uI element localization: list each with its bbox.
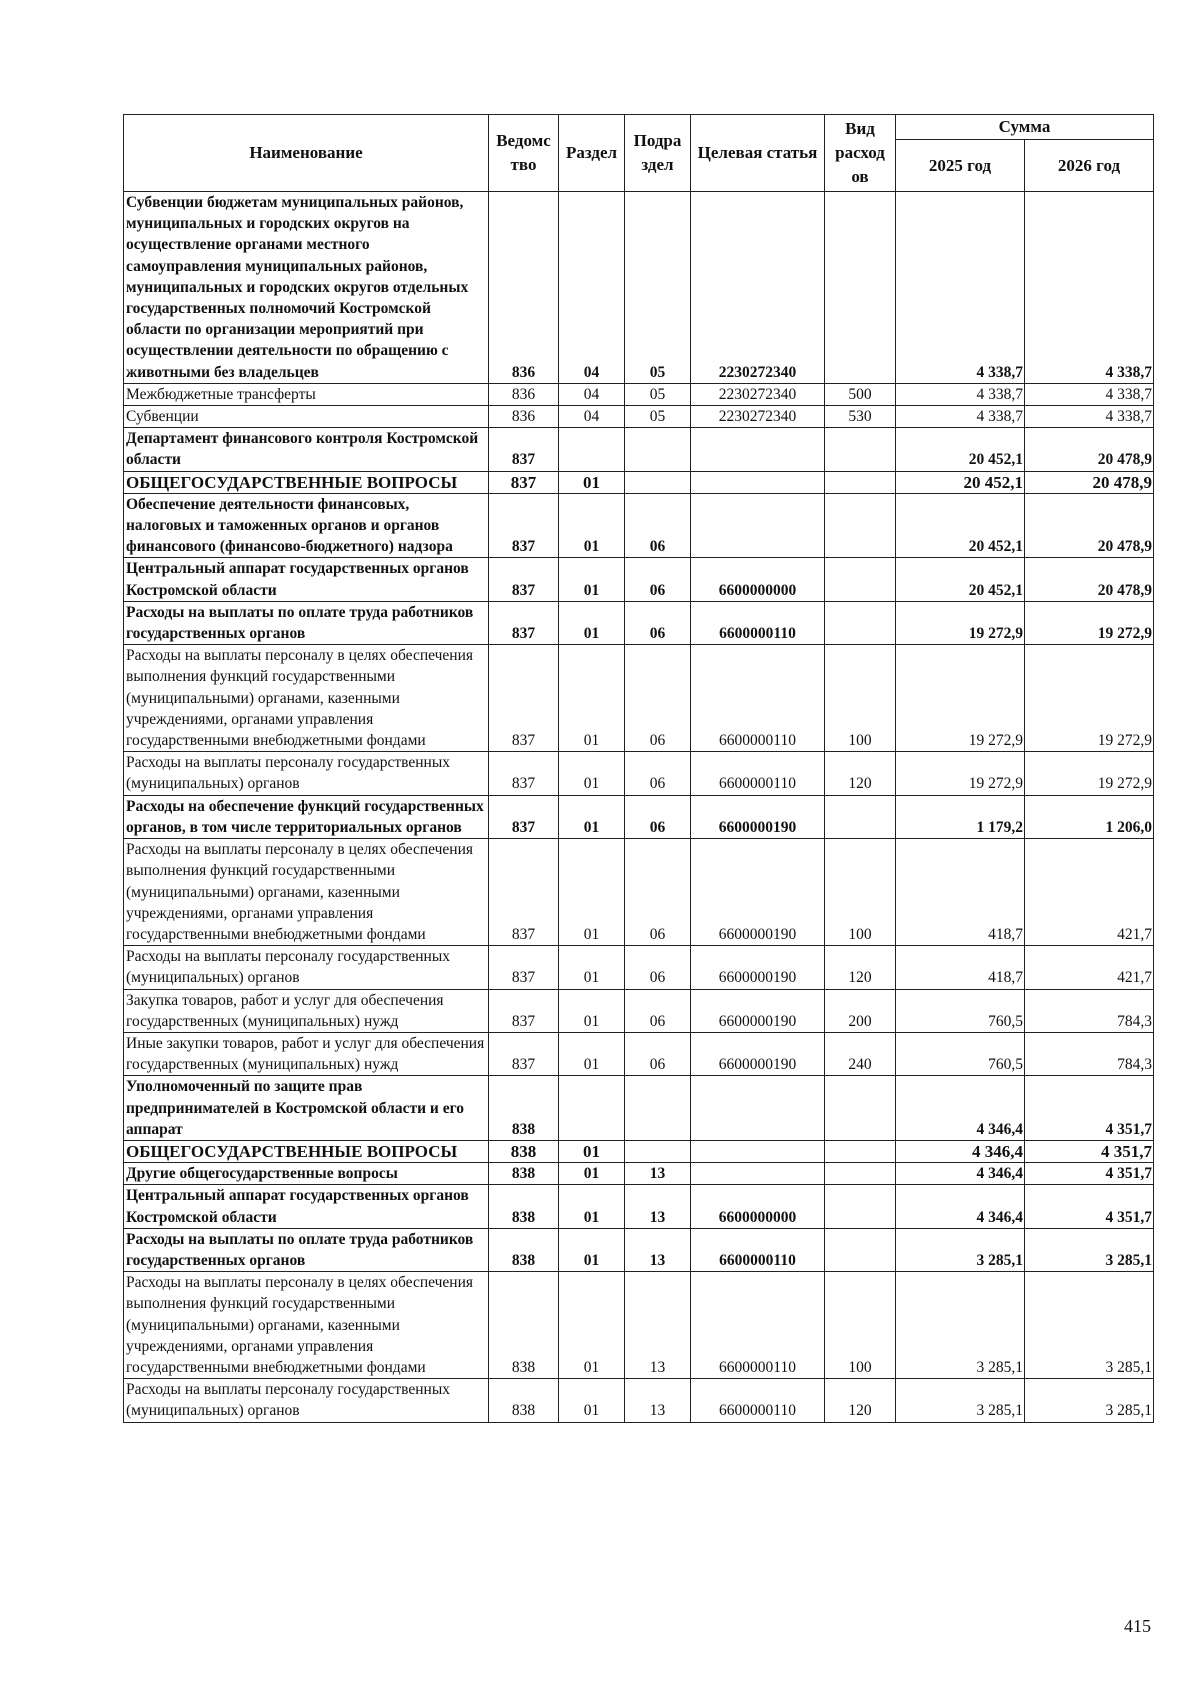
cell-sum-2026: 4 351,7 xyxy=(1025,1076,1154,1141)
cell-sum-2026: 784,3 xyxy=(1025,1032,1154,1075)
header-summa: Сумма xyxy=(896,115,1154,140)
cell-vid: 100 xyxy=(825,1272,896,1379)
cell-name: Обеспечение деятельности финансовых, налоговых и таможенных органов и органов финансового (финансово-бюджетного) надзора xyxy=(124,493,489,558)
header-podrazdel: Подра здел xyxy=(625,115,691,192)
cell-name: Уполномоченный по защите прав предпринимателей в Костромской области и его аппарат xyxy=(124,1076,489,1141)
cell-sum-2026: 20 478,9 xyxy=(1025,558,1154,601)
cell-razdel: 01 xyxy=(559,601,625,644)
cell-sum-2026: 4 351,7 xyxy=(1025,1163,1154,1185)
cell-name: Расходы на выплаты персоналу в целях обеспечения выполнения функций государственными (муниципальными) органами, казенными учреждениями, органами управления государственными внебюджетными фондами xyxy=(124,1272,489,1379)
table-row xyxy=(124,1379,1154,1422)
cell-podrazdel: 13 xyxy=(625,1163,691,1185)
cell-target: 6600000190 xyxy=(691,989,825,1032)
cell-vid: 100 xyxy=(825,645,896,752)
cell-vid: 240 xyxy=(825,1032,896,1075)
cell-vid: 100 xyxy=(825,839,896,946)
cell-name: Расходы на выплаты персоналу государственных (муниципальных) органов xyxy=(124,752,489,795)
table-row xyxy=(124,1032,1154,1075)
cell-vedomstvo: 838 xyxy=(489,1185,559,1228)
cell-podrazdel: 06 xyxy=(625,839,691,946)
cell-vedomstvo: 837 xyxy=(489,752,559,795)
cell-vedomstvo: 837 xyxy=(489,471,559,493)
cell-sum-2026: 1 206,0 xyxy=(1025,795,1154,838)
cell-podrazdel: 06 xyxy=(625,946,691,989)
cell-vid: 120 xyxy=(825,752,896,795)
cell-name: Расходы на выплаты персоналу государственных (муниципальных) органов xyxy=(124,1379,489,1422)
cell-name: Центральный аппарат государственных органов Костромской области xyxy=(124,558,489,601)
cell-target: 2230272340 xyxy=(691,406,825,428)
cell-sum-2026: 4 351,7 xyxy=(1025,1140,1154,1162)
cell-vedomstvo: 838 xyxy=(489,1140,559,1162)
cell-vedomstvo: 837 xyxy=(489,839,559,946)
cell-name: Департамент финансового контроля Костромской области xyxy=(124,428,489,471)
cell-sum-2025: 4 346,4 xyxy=(896,1185,1025,1228)
cell-sum-2025: 3 285,1 xyxy=(896,1272,1025,1379)
cell-sum-2026: 421,7 xyxy=(1025,946,1154,989)
cell-sum-2025: 19 272,9 xyxy=(896,752,1025,795)
table-row xyxy=(124,795,1154,838)
cell-vedomstvo: 838 xyxy=(489,1163,559,1185)
table-header xyxy=(124,115,1154,192)
cell-razdel: 01 xyxy=(559,1228,625,1271)
cell-razdel: 01 xyxy=(559,1032,625,1075)
cell-target: 6600000000 xyxy=(691,558,825,601)
cell-vid: 120 xyxy=(825,1379,896,1422)
cell-razdel: 01 xyxy=(559,946,625,989)
table-row xyxy=(124,839,1154,946)
cell-sum-2026: 3 285,1 xyxy=(1025,1228,1154,1271)
cell-vid xyxy=(825,1163,896,1185)
cell-podrazdel: 13 xyxy=(625,1272,691,1379)
header-year-2025: 2025 год xyxy=(896,140,1025,192)
header-razdel: Раздел xyxy=(559,115,625,192)
cell-target xyxy=(691,1076,825,1141)
cell-podrazdel: 13 xyxy=(625,1379,691,1422)
cell-podrazdel: 06 xyxy=(625,493,691,558)
cell-sum-2026: 19 272,9 xyxy=(1025,601,1154,644)
cell-razdel: 01 xyxy=(559,839,625,946)
cell-target: 6600000110 xyxy=(691,645,825,752)
cell-sum-2026: 784,3 xyxy=(1025,989,1154,1032)
cell-target xyxy=(691,428,825,471)
cell-sum-2025: 760,5 xyxy=(896,1032,1025,1075)
cell-vedomstvo: 837 xyxy=(489,493,559,558)
header-vid: Вид расход ов xyxy=(825,115,896,192)
cell-podrazdel: 05 xyxy=(625,406,691,428)
cell-razdel: 01 xyxy=(559,1185,625,1228)
cell-target: 6600000190 xyxy=(691,946,825,989)
cell-name: Межбюджетные трансферты xyxy=(124,383,489,405)
cell-podrazdel: 05 xyxy=(625,192,691,384)
cell-podrazdel xyxy=(625,428,691,471)
cell-sum-2026: 3 285,1 xyxy=(1025,1272,1154,1379)
cell-vid xyxy=(825,795,896,838)
cell-razdel: 01 xyxy=(559,1272,625,1379)
cell-podrazdel: 06 xyxy=(625,795,691,838)
cell-target: 6600000110 xyxy=(691,601,825,644)
cell-name: ОБЩЕГОСУДАРСТВЕННЫЕ ВОПРОСЫ xyxy=(124,471,489,493)
cell-sum-2025: 20 452,1 xyxy=(896,471,1025,493)
cell-vid: 120 xyxy=(825,946,896,989)
cell-name: Расходы на обеспечение функций государственных органов, в том числе территориальных органов xyxy=(124,795,489,838)
cell-sum-2025: 418,7 xyxy=(896,946,1025,989)
cell-name: Расходы на выплаты по оплате труда работников государственных органов xyxy=(124,601,489,644)
table-row xyxy=(124,1185,1154,1228)
cell-target: 6600000190 xyxy=(691,1032,825,1075)
header-name: Наименование xyxy=(124,115,489,192)
cell-sum-2026: 4 351,7 xyxy=(1025,1185,1154,1228)
cell-vedomstvo: 837 xyxy=(489,795,559,838)
cell-name: Субвенции бюджетам муниципальных районов, муниципальных и городских округов на осуществление органами местного самоуправления муниципальных районов, муниципальных и городских округов отдельных государственных полномочий Костромской области по организации мероприятий при осуществлении деятельности по обращению с животными без владельцев xyxy=(124,192,489,384)
cell-vid xyxy=(825,1076,896,1141)
table-row xyxy=(124,192,1154,384)
cell-vedomstvo: 836 xyxy=(489,383,559,405)
cell-name: ОБЩЕГОСУДАРСТВЕННЫЕ ВОПРОСЫ xyxy=(124,1140,489,1162)
cell-name: Субвенции xyxy=(124,406,489,428)
cell-vid xyxy=(825,471,896,493)
cell-razdel xyxy=(559,1076,625,1141)
cell-target xyxy=(691,471,825,493)
header-vedomstvo: Ведомс тво xyxy=(489,115,559,192)
table-row xyxy=(124,1272,1154,1379)
cell-sum-2025: 4 346,4 xyxy=(896,1140,1025,1162)
cell-target: 2230272340 xyxy=(691,383,825,405)
cell-vedomstvo: 838 xyxy=(489,1379,559,1422)
cell-sum-2025: 4 338,7 xyxy=(896,383,1025,405)
table-row xyxy=(124,1228,1154,1271)
cell-vedomstvo: 837 xyxy=(489,1032,559,1075)
cell-sum-2025: 4 346,4 xyxy=(896,1076,1025,1141)
cell-podrazdel xyxy=(625,1076,691,1141)
header-target: Целевая статья xyxy=(691,115,825,192)
cell-razdel: 01 xyxy=(559,1163,625,1185)
cell-podrazdel: 05 xyxy=(625,383,691,405)
cell-sum-2026: 20 478,9 xyxy=(1025,428,1154,471)
cell-sum-2025: 1 179,2 xyxy=(896,795,1025,838)
page-number: 415 xyxy=(1124,1616,1151,1636)
table-row xyxy=(124,1076,1154,1141)
cell-name: Закупка товаров, работ и услуг для обеспечения государственных (муниципальных) нужд xyxy=(124,989,489,1032)
cell-target: 2230272340 xyxy=(691,192,825,384)
cell-target: 6600000190 xyxy=(691,839,825,946)
cell-sum-2026: 20 478,9 xyxy=(1025,471,1154,493)
cell-sum-2026: 4 338,7 xyxy=(1025,406,1154,428)
cell-target: 6600000110 xyxy=(691,1379,825,1422)
cell-sum-2025: 418,7 xyxy=(896,839,1025,946)
cell-razdel: 04 xyxy=(559,192,625,384)
cell-podrazdel xyxy=(625,471,691,493)
table-row xyxy=(124,406,1154,428)
cell-sum-2025: 19 272,9 xyxy=(896,601,1025,644)
table-row xyxy=(124,989,1154,1032)
cell-podrazdel: 06 xyxy=(625,558,691,601)
cell-razdel: 01 xyxy=(559,795,625,838)
cell-razdel: 01 xyxy=(559,1379,625,1422)
cell-razdel: 01 xyxy=(559,989,625,1032)
cell-vedomstvo: 838 xyxy=(489,1076,559,1141)
cell-target: 6600000110 xyxy=(691,752,825,795)
cell-podrazdel: 13 xyxy=(625,1185,691,1228)
cell-vedomstvo: 836 xyxy=(489,192,559,384)
cell-podrazdel: 06 xyxy=(625,645,691,752)
cell-sum-2026: 19 272,9 xyxy=(1025,752,1154,795)
cell-sum-2026: 421,7 xyxy=(1025,839,1154,946)
cell-podrazdel: 06 xyxy=(625,1032,691,1075)
cell-sum-2025: 3 285,1 xyxy=(896,1379,1025,1422)
cell-name: Расходы на выплаты персоналу в целях обеспечения выполнения функций государственными (муниципальными) органами, казенными учреждениями, органами управления государственными внебюджетными фондами xyxy=(124,645,489,752)
cell-target: 6600000000 xyxy=(691,1185,825,1228)
cell-sum-2025: 20 452,1 xyxy=(896,428,1025,471)
table-body xyxy=(124,192,1154,1423)
cell-podrazdel: 06 xyxy=(625,989,691,1032)
table-row xyxy=(124,946,1154,989)
cell-sum-2026: 20 478,9 xyxy=(1025,493,1154,558)
table-row xyxy=(124,383,1154,405)
cell-sum-2025: 3 285,1 xyxy=(896,1228,1025,1271)
cell-name: Расходы на выплаты персоналу государственных (муниципальных) органов xyxy=(124,946,489,989)
cell-vedomstvo: 838 xyxy=(489,1272,559,1379)
table-row xyxy=(124,493,1154,558)
cell-name: Другие общегосударственные вопросы xyxy=(124,1163,489,1185)
table-row xyxy=(124,645,1154,752)
cell-target: 6600000110 xyxy=(691,1272,825,1379)
cell-vedomstvo: 837 xyxy=(489,601,559,644)
header-year-2026: 2026 год xyxy=(1025,140,1154,192)
cell-razdel: 01 xyxy=(559,1140,625,1162)
cell-razdel: 01 xyxy=(559,558,625,601)
cell-sum-2026: 4 338,7 xyxy=(1025,383,1154,405)
cell-sum-2025: 4 346,4 xyxy=(896,1163,1025,1185)
cell-name: Центральный аппарат государственных органов Костромской области xyxy=(124,1185,489,1228)
cell-sum-2025: 19 272,9 xyxy=(896,645,1025,752)
cell-target: 6600000190 xyxy=(691,795,825,838)
cell-razdel: 01 xyxy=(559,493,625,558)
cell-podrazdel xyxy=(625,1140,691,1162)
cell-razdel: 01 xyxy=(559,752,625,795)
table-row xyxy=(124,601,1154,644)
cell-vid xyxy=(825,601,896,644)
cell-name: Расходы на выплаты по оплате труда работников государственных органов xyxy=(124,1228,489,1271)
cell-vid xyxy=(825,1228,896,1271)
cell-sum-2025: 20 452,1 xyxy=(896,558,1025,601)
cell-vid xyxy=(825,558,896,601)
cell-target: 6600000110 xyxy=(691,1228,825,1271)
table-row xyxy=(124,558,1154,601)
table-row xyxy=(124,1163,1154,1185)
cell-vid xyxy=(825,1185,896,1228)
cell-vid xyxy=(825,192,896,384)
cell-vedomstvo: 837 xyxy=(489,989,559,1032)
cell-vedomstvo: 836 xyxy=(489,406,559,428)
cell-vid: 530 xyxy=(825,406,896,428)
cell-vid xyxy=(825,428,896,471)
cell-name: Расходы на выплаты персоналу в целях обеспечения выполнения функций государственными (муниципальными) органами, казенными учреждениями, органами управления государственными внебюджетными фондами xyxy=(124,839,489,946)
table-row xyxy=(124,428,1154,471)
cell-razdel: 04 xyxy=(559,406,625,428)
cell-name: Иные закупки товаров, работ и услуг для обеспечения государственных (муниципальных) нужд xyxy=(124,1032,489,1075)
cell-sum-2025: 4 338,7 xyxy=(896,406,1025,428)
table-row xyxy=(124,1140,1154,1162)
cell-sum-2026: 3 285,1 xyxy=(1025,1379,1154,1422)
cell-vid: 200 xyxy=(825,989,896,1032)
cell-vedomstvo: 837 xyxy=(489,428,559,471)
cell-razdel: 04 xyxy=(559,383,625,405)
cell-podrazdel: 06 xyxy=(625,601,691,644)
table-row xyxy=(124,752,1154,795)
cell-sum-2025: 4 338,7 xyxy=(896,192,1025,384)
cell-razdel: 01 xyxy=(559,645,625,752)
cell-razdel xyxy=(559,428,625,471)
cell-sum-2025: 20 452,1 xyxy=(896,493,1025,558)
cell-vedomstvo: 837 xyxy=(489,645,559,752)
budget-table xyxy=(123,114,1154,1423)
cell-sum-2026: 19 272,9 xyxy=(1025,645,1154,752)
cell-target xyxy=(691,493,825,558)
cell-vedomstvo: 838 xyxy=(489,1228,559,1271)
cell-sum-2026: 4 338,7 xyxy=(1025,192,1154,384)
cell-razdel: 01 xyxy=(559,471,625,493)
table-row xyxy=(124,471,1154,493)
cell-vedomstvo: 837 xyxy=(489,558,559,601)
cell-vid xyxy=(825,1140,896,1162)
cell-vid: 500 xyxy=(825,383,896,405)
cell-sum-2025: 760,5 xyxy=(896,989,1025,1032)
cell-target xyxy=(691,1163,825,1185)
cell-podrazdel: 06 xyxy=(625,752,691,795)
cell-podrazdel: 13 xyxy=(625,1228,691,1271)
cell-vedomstvo: 837 xyxy=(489,946,559,989)
cell-vid xyxy=(825,493,896,558)
cell-target xyxy=(691,1140,825,1162)
